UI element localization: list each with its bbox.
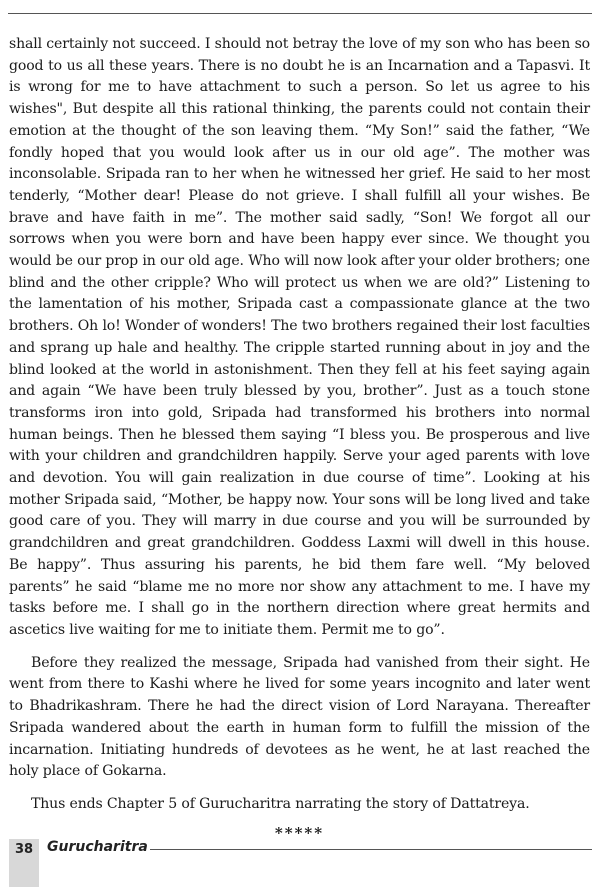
page-number-tab (9, 839, 39, 887)
running-title: Gurucharitra (47, 839, 148, 855)
body-paragraph-2: Before they realized the message, Sripada had vanished from their sight. He went from there to Kashi where he lived for some years incognito and later went to Bhadrikashram. There he had the direct vision of Lord Narayana. Thereafter Sripada wandered about the earth in human form to fulfill the mission of the incarnation. Initiating hundreds of devotees as he went, he at last reached the holy place of Gokarna. (9, 654, 590, 780)
section-separator: ***** (274, 823, 325, 842)
body-paragraph-1: shall certainly not succeed. I should not betray the love of my son who has been so good to us all these years. There is no doubt he is an Incarnation and a Tapasvi. It is wrong for me to have attachment to such a person. So let us agree to his wishes", But despite all this rational thinking, the parents could not contain their emotion at the thought of the son leaving them. “My Son!” said the father, “We fondly hoped that you would look after us in our old age”. The mother was inconsolable. Sripada ran to her when he witnessed her grief. He said to her most tenderly, “Mother dear! Please do not grieve. I shall fulfill all your wishes. Be brave and have faith in me”. The mother said sadly, “Son! We forgot all our sorrows when you were born and have been happy ever since. We thought you would be our prop in our old age. Who will now look after your older brothers; one blind and the other cripple? Who will protect us when we are old?” Listening to the lamentation of his mother, Sripada cast a compassionate glance at the two brothers. Oh lo! Wonder of wonders! The two brothers regained their lost faculties and sprang up hale and healthy. The cripple started running about in joy and the blind looked at the world in astonishment. Then they fell at his feet saying again and again “We have been truly blessed by you, brother”. Just as a touch stone transforms iron into gold, Sripada had transformed his brothers into normal human beings. Then he blessed them saying “I bless you. Be prosperous and live with your children and grandchildren happily. Serve your aged parents with love and devotion. You will gain realization in due course of time”. Looking at his mother Sripada said, “Mother, be happy now. Your sons will be long lived and take good care of you. They will marry in due course and you will be surrounded by grandchildren and great grandchildren. Goddess Laxmi will dwell in this house. Be happy”. Thus assuring his parents, he bid them fare well. “My beloved parents” he said “blame me no more nor show any attachment to me. I have my tasks before me. I shall go in the northern direction where great hermits and ascetics live waiting for me to initiate them. Permit me to go”. (9, 36, 590, 638)
page-number: 38 (14, 842, 34, 857)
page-footer (0, 837, 600, 887)
page-body (9, 34, 590, 842)
header-rule (8, 13, 592, 14)
chapter-end-line: Thus ends Chapter 5 of Gurucharitra narrating the story of Dattatreya. (31, 795, 530, 812)
footer-rule (150, 849, 592, 850)
